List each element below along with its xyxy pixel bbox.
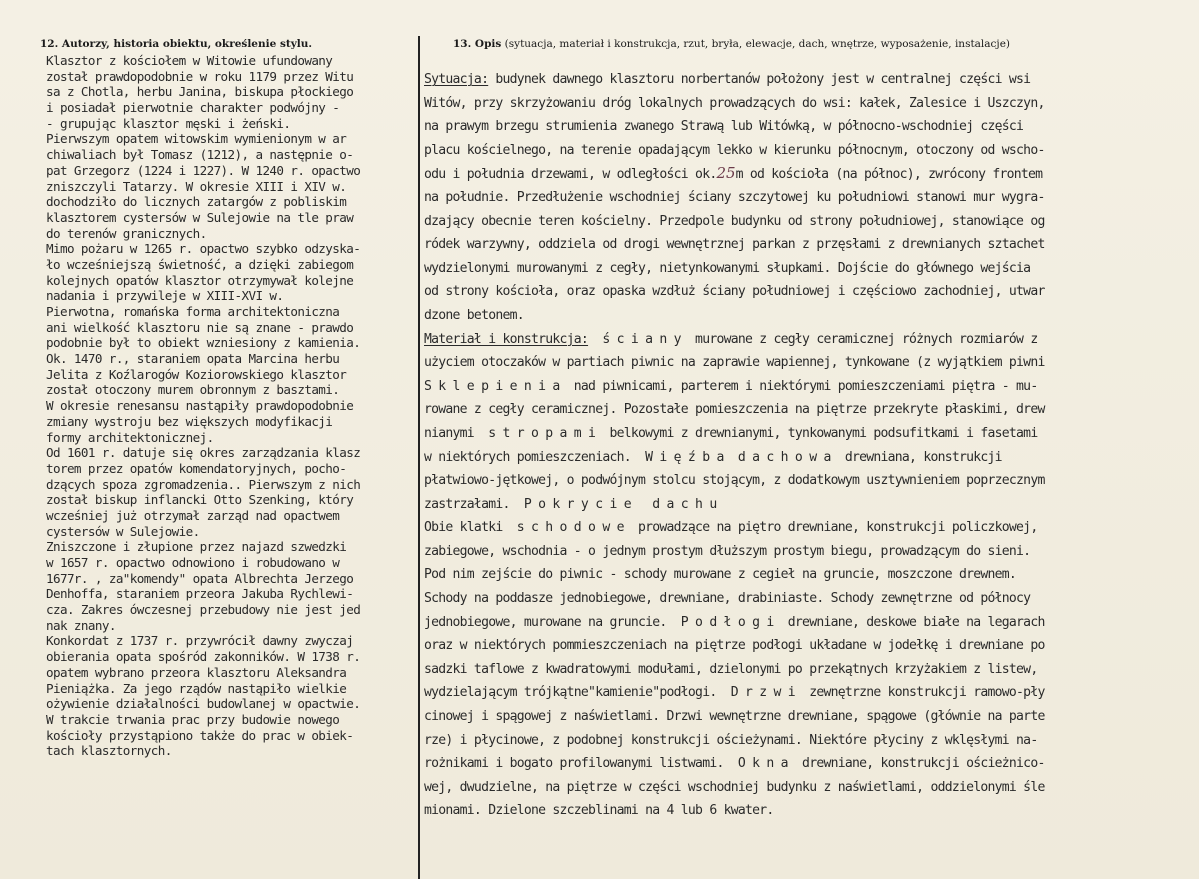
situation-heading: Sytuacja:: [424, 72, 489, 87]
history-line: cza. Zakres ówczesnej przebudowy nie jest jed: [46, 602, 361, 618]
history-line: ożywienie działalności budowlanej w opactwie.: [46, 696, 361, 712]
text-line: dzone betonem.: [424, 307, 524, 323]
text-line: ródek warzywny, oddziela od drogi wewnętrznej parkan z przęsłami z drewnianych sztachet: [424, 237, 1045, 253]
history-line: Jelita z Koźlarogów Koziorowskiego klasztor: [46, 366, 347, 382]
text-line: Obie klatki s c h o d o w e prowadzące na piętro drewniane, konstrukcji policzkowej,: [424, 520, 1038, 536]
text-line: Schody na poddasze jednobiegowe, drewniane, drabiniaste. Schody zewnętrzne od północy: [424, 591, 1031, 607]
history-line: opatem wybrano przeora klasztoru Aleksandra: [46, 664, 347, 680]
text-line: użyciem otoczaków w partiach piwnic na zaprawie wapiennej, tynkowane (z wyjątkiem piwni: [424, 355, 1045, 371]
text-line: sadzki taflowe z kwadratowymi modułami, dzielonymi po przekątnych krzyżakiem z listew,: [424, 661, 1038, 677]
history-line: zniszczyli Tatarzy. W okresie XIII i XIV w.: [46, 178, 347, 194]
history-line: w 1657 r. opactwo odnowiono i robudowano w: [46, 555, 340, 570]
history-line: cystersów w Sulejowie.: [46, 523, 200, 539]
text-line: wej, dwudzielne, na piętrze w części wschodniej budynku z naświetlami, oddzielonymi śle: [424, 779, 1045, 795]
history-line: W trakcie trwania prac przy budowie nowego: [46, 711, 340, 727]
text-line: jednobiegowe, murowane na gruncie. P o d ł o g i drewniane, deskowe białe na legarach: [424, 614, 1045, 630]
text-line: Pod nim zejście do piwnic - schody murowane z cegieł na gruncie, moszczone drewnem.: [424, 567, 1017, 583]
history-line: Pieniążka. Za jego rządów nastąpiło wielkie: [46, 680, 347, 696]
history-line: dochodziło do licznych zatargów z pobliskim: [46, 194, 347, 210]
history-line: został prawdopodobnie w roku 1179 przez Witu: [46, 68, 354, 84]
section-13-subtitle: (sytuacja, materiał i konstrukcja, rzut, bryła, elewacje, dach, wnętrze, wyposażenie, instalacje): [501, 38, 1010, 50]
text-line: [424, 162, 1184, 186]
text-line: wydzielonymi murowanymi z cegły, nietynkowanymi słupkami. Dojście do głównego wejścia: [424, 260, 1031, 276]
handwritten-distance: 25: [716, 164, 736, 183]
history-line: formy architektonicznej.: [46, 429, 214, 445]
history-line: Denhoffa, staraniem przeora Jakuba Rychlewi-: [46, 586, 354, 602]
history-line: kościoły przystąpiono także do prac w obiek-: [46, 727, 354, 743]
history-line: został otoczony murem obronnym z basztami.: [46, 382, 340, 398]
history-line: W okresie renesansu nastąpiły prawdopodobnie: [46, 398, 354, 414]
history-line: Mimo pożaru w 1265 r. opactwo szybko odzyska-: [46, 241, 361, 257]
history-line: klasztorem cystersów w Sulejowie na tle praw: [46, 209, 354, 225]
section-13-number: 13. Opis: [453, 38, 502, 50]
text-line: nianymi s t r o p a m i belkowymi z drewnianymi, tynkowanymi podsufitkami i fasetami: [424, 425, 1038, 441]
material-heading: Materiał i konstrukcja:: [424, 331, 589, 347]
section-12-heading: 12. Autorzy, historia obiektu, określenie stylu.: [40, 38, 313, 50]
history-line: nadania i przywileje w XIII-XVI w.: [46, 288, 284, 304]
history-line: ło wcześniejszą świetność, a dzięki zabiegom: [46, 256, 354, 272]
history-line: Zniszczone i złupione przez najazd szwedzki: [46, 539, 347, 555]
history-line: sa z Chotla, herbu Janina, biskupa płockiego: [46, 84, 354, 100]
text-line: od strony kościoła, oraz opaska wzdłuż ściany południowej i częściowo zachodniej, utwar: [424, 284, 1045, 300]
history-line: i posiadał pierwotnie charakter podwójny -: [46, 100, 340, 116]
history-line: tach klasztornych.: [46, 743, 172, 759]
history-line: do terenów granicznych.: [46, 225, 207, 241]
text-line: na prawym brzegu strumienia zwanego Strawą lub Witówką, w północno-wschodniej części: [424, 119, 1024, 135]
text-line: wydzielającym trójkątne"kamienie"podłogi. D r z w i zewnętrzne konstrukcji ramowo-pły: [424, 685, 1045, 701]
history-line: Pierwotna, romańska forma architektoniczna: [46, 304, 340, 319]
text-line: w niektórych pomieszczeniach. W i ę ź b a d a c h o w a drewniana, konstrukcji: [424, 449, 1002, 465]
column-divider: [418, 36, 420, 879]
history-line: nak znany.: [46, 617, 116, 633]
history-line: dzących spoza zgromadzenia.. Pierwszym z nich: [46, 476, 361, 492]
history-line: chiwaliach był Tomasz (1212), a następnie o-: [46, 147, 354, 163]
history-line: zmiany wystroju bez większych modyfikacji: [46, 413, 333, 429]
history-line: ani wielkość klasztoru nie są znane - prawdo: [46, 319, 354, 335]
text-line: zabiegowe, wschodnia - o jednym prostym dłuższym prostym biegu, prowadzącym do sieni.: [424, 543, 1031, 559]
text-line: mionami. Dzielone szczeblinami na 4 lub 6 kwater.: [424, 803, 774, 819]
text-span: odu i południa drzewami, w odległości ok.: [424, 167, 717, 183]
history-line: Od 1601 r. datuje się okres zarządzania klasz: [46, 445, 361, 461]
history-line: wcześniej już otrzymał zarząd nad opactwem: [46, 507, 340, 523]
history-line: pat Grzegorz (1224 i 1227). W 1240 r. opactwo: [46, 162, 361, 178]
text-line: rowane z cegły ceramicznej. Pozostałe pomieszczenia na piętrze przekryte płaskimi, drew: [424, 402, 1045, 418]
text-line: rze) i płycinowe, z podobnej konstrukcji ościeżynami. Niektóre płyciny z wklęsłymi na-: [424, 732, 1038, 748]
text-line: oraz w niektórych pommieszczeniach na piętrze podłogi układane w jodełkę i drewniane po: [424, 638, 1045, 654]
text-line: Witów, przy skrzyżowaniu dróg lokalnych prowadzących do wsi: kałek, Zalesice i Uszczyn,: [424, 95, 1045, 111]
history-line: Pierwszym opatem witowskim wymienionym w ar: [46, 131, 347, 147]
history-column: [46, 53, 418, 879]
text-span: ś c i a n y murowane z cegły ceramicznej różnych rozmiarów z: [588, 331, 1038, 347]
text-span: m od kościoła (na północ), zwrócony frontem: [735, 167, 1043, 183]
description-column: [424, 68, 1184, 823]
text-line: rożnikami i bogato profilowanymi listwami. O k n a drewniane, konstrukcji ościeżnico-: [424, 756, 1045, 772]
history-line: torem przez opatów komendatoryjnych, pocho-: [46, 460, 347, 476]
history-line: Klasztor z kościołem w Witowie ufundowany: [46, 53, 333, 68]
text-line: płatwiowo-jętkowej, o podwójnym stolcu stojącym, z dodatkowym usztywnieniem poprzecznym: [424, 473, 1045, 489]
text-line: dzający obecnie teren kościelny. Przedpole budynku od strony południowej, stanowiące og: [424, 213, 1045, 229]
history-line: został biskup inflancki Otto Szenking, który: [46, 492, 354, 508]
text-line: S k l e p i e n i a nad piwnicami, parterem i niektórymi pomieszczeniami piętra - mu-: [424, 378, 1038, 394]
history-line: kolejnych opatów klasztor otrzymywał kolejne: [46, 272, 354, 288]
text-span: budynek dawnego klasztoru norbertanów położony jest w centralnej części wsi: [488, 72, 1031, 87]
history-line: - grupując klasztor męski i żeński.: [46, 115, 291, 131]
text-line: [424, 328, 1184, 352]
text-line: [424, 68, 1184, 92]
history-line: Ok. 1470 r., staraniem opata Marcina herbu: [46, 351, 340, 367]
history-line: podobnie był to obiekt wzniesiony z kamienia.: [46, 335, 361, 351]
history-line: Konkordat z 1737 r. przywrócił dawny zwyczaj: [46, 633, 354, 649]
history-line: 1677r. , za"komendy" opata Albrechta Jerzego: [46, 570, 354, 586]
history-line: obierania opata spośród zakonników. W 1738 r.: [46, 649, 361, 665]
text-line: cinowej i spągowej z naświetlami. Drzwi wewnętrzne drewniane, spągowe (głównie na parte: [424, 709, 1045, 725]
text-line: placu kościelnego, na terenie opadającym lekko w kierunku północnym, otoczony od wscho-: [424, 142, 1045, 158]
text-line: na południe. Przedłużenie wschodniej ściany szczytowej ku południowi stanowi mur wygra-: [424, 189, 1045, 205]
text-line: zastrzałami. P o k r y c i e d a c h u: [424, 496, 717, 512]
section-13-heading: [453, 38, 1010, 50]
